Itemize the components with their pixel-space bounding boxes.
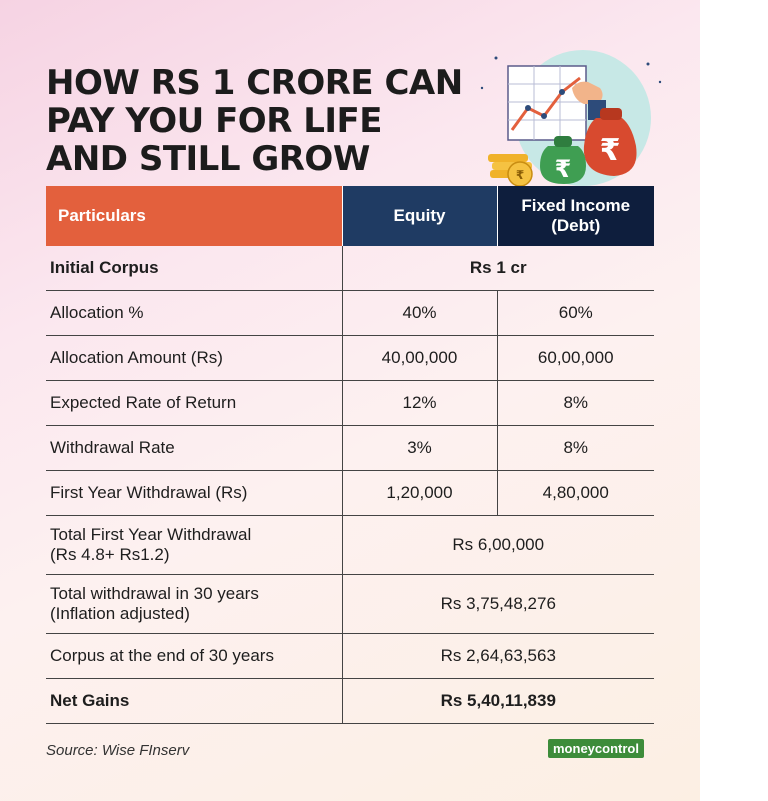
debt-value: 8% — [497, 381, 654, 426]
table-row — [46, 634, 654, 679]
row-label: Allocation Amount (Rs) — [46, 336, 342, 381]
table-row — [46, 516, 654, 575]
row-label: Allocation % — [46, 291, 342, 336]
growth-chart-icon — [508, 66, 586, 140]
brand-logo: moneycontrol — [548, 739, 644, 758]
debt-value: 60,00,000 — [497, 336, 654, 381]
header-fixed-income-line2: (Debt) — [551, 216, 601, 235]
title-line: PAY YOU FOR LIFE — [46, 101, 382, 141]
equity-value: 12% — [342, 381, 497, 426]
row-value: Rs 6,00,000 — [342, 516, 654, 575]
row-value: Rs 1 cr — [342, 246, 654, 291]
debt-value: 4,80,000 — [497, 471, 654, 516]
table-row — [46, 246, 654, 291]
equity-value: 1,20,000 — [342, 471, 497, 516]
table-row — [46, 291, 654, 336]
equity-value: 3% — [342, 426, 497, 471]
row-label: Expected Rate of Return — [46, 381, 342, 426]
source-note: Source: Wise FInserv — [46, 742, 190, 759]
svg-text:₹: ₹ — [599, 133, 621, 168]
title-line: AND STILL GROW — [46, 139, 370, 179]
table-row — [46, 471, 654, 516]
coin-stack-icon — [488, 154, 532, 186]
table-row — [46, 679, 654, 724]
title-line: HOW RS 1 CRORE CAN — [46, 63, 463, 103]
header-fixed-income — [497, 186, 654, 246]
row-label — [46, 575, 342, 634]
svg-text:₹: ₹ — [554, 155, 572, 183]
row-label-line1: Total withdrawal in 30 years — [50, 584, 259, 603]
table-row — [46, 575, 654, 634]
debt-value: 8% — [497, 426, 654, 471]
row-value: Rs 5,40,11,839 — [342, 679, 654, 724]
table-row — [46, 336, 654, 381]
row-label: First Year Withdrawal (Rs) — [46, 471, 342, 516]
header-fixed-income-line1: Fixed Income — [521, 196, 631, 215]
equity-value: 40,00,000 — [342, 336, 497, 381]
finance-illustration — [468, 48, 668, 193]
row-label: Corpus at the end of 30 years — [46, 634, 342, 679]
row-label — [46, 516, 342, 575]
corpus-table — [46, 186, 654, 724]
row-label: Net Gains — [46, 679, 342, 724]
table-row — [46, 381, 654, 426]
table-row — [46, 426, 654, 471]
svg-text:₹: ₹ — [515, 168, 525, 182]
table-header-row — [46, 186, 654, 246]
row-value: Rs 2,64,63,563 — [342, 634, 654, 679]
row-label: Initial Corpus — [46, 246, 342, 291]
header-particulars: Particulars — [46, 186, 342, 246]
row-label-line2: (Inflation adjusted) — [50, 604, 190, 623]
debt-value: 60% — [497, 291, 654, 336]
row-value: Rs 3,75,48,276 — [342, 575, 654, 634]
row-label-line1: Total First Year Withdrawal — [50, 525, 252, 544]
equity-value: 40% — [342, 291, 497, 336]
row-label: Withdrawal Rate — [46, 426, 342, 471]
row-label-line2: (Rs 4.8+ Rs1.2) — [50, 545, 170, 564]
header-equity: Equity — [342, 186, 497, 246]
page-title — [46, 64, 486, 178]
